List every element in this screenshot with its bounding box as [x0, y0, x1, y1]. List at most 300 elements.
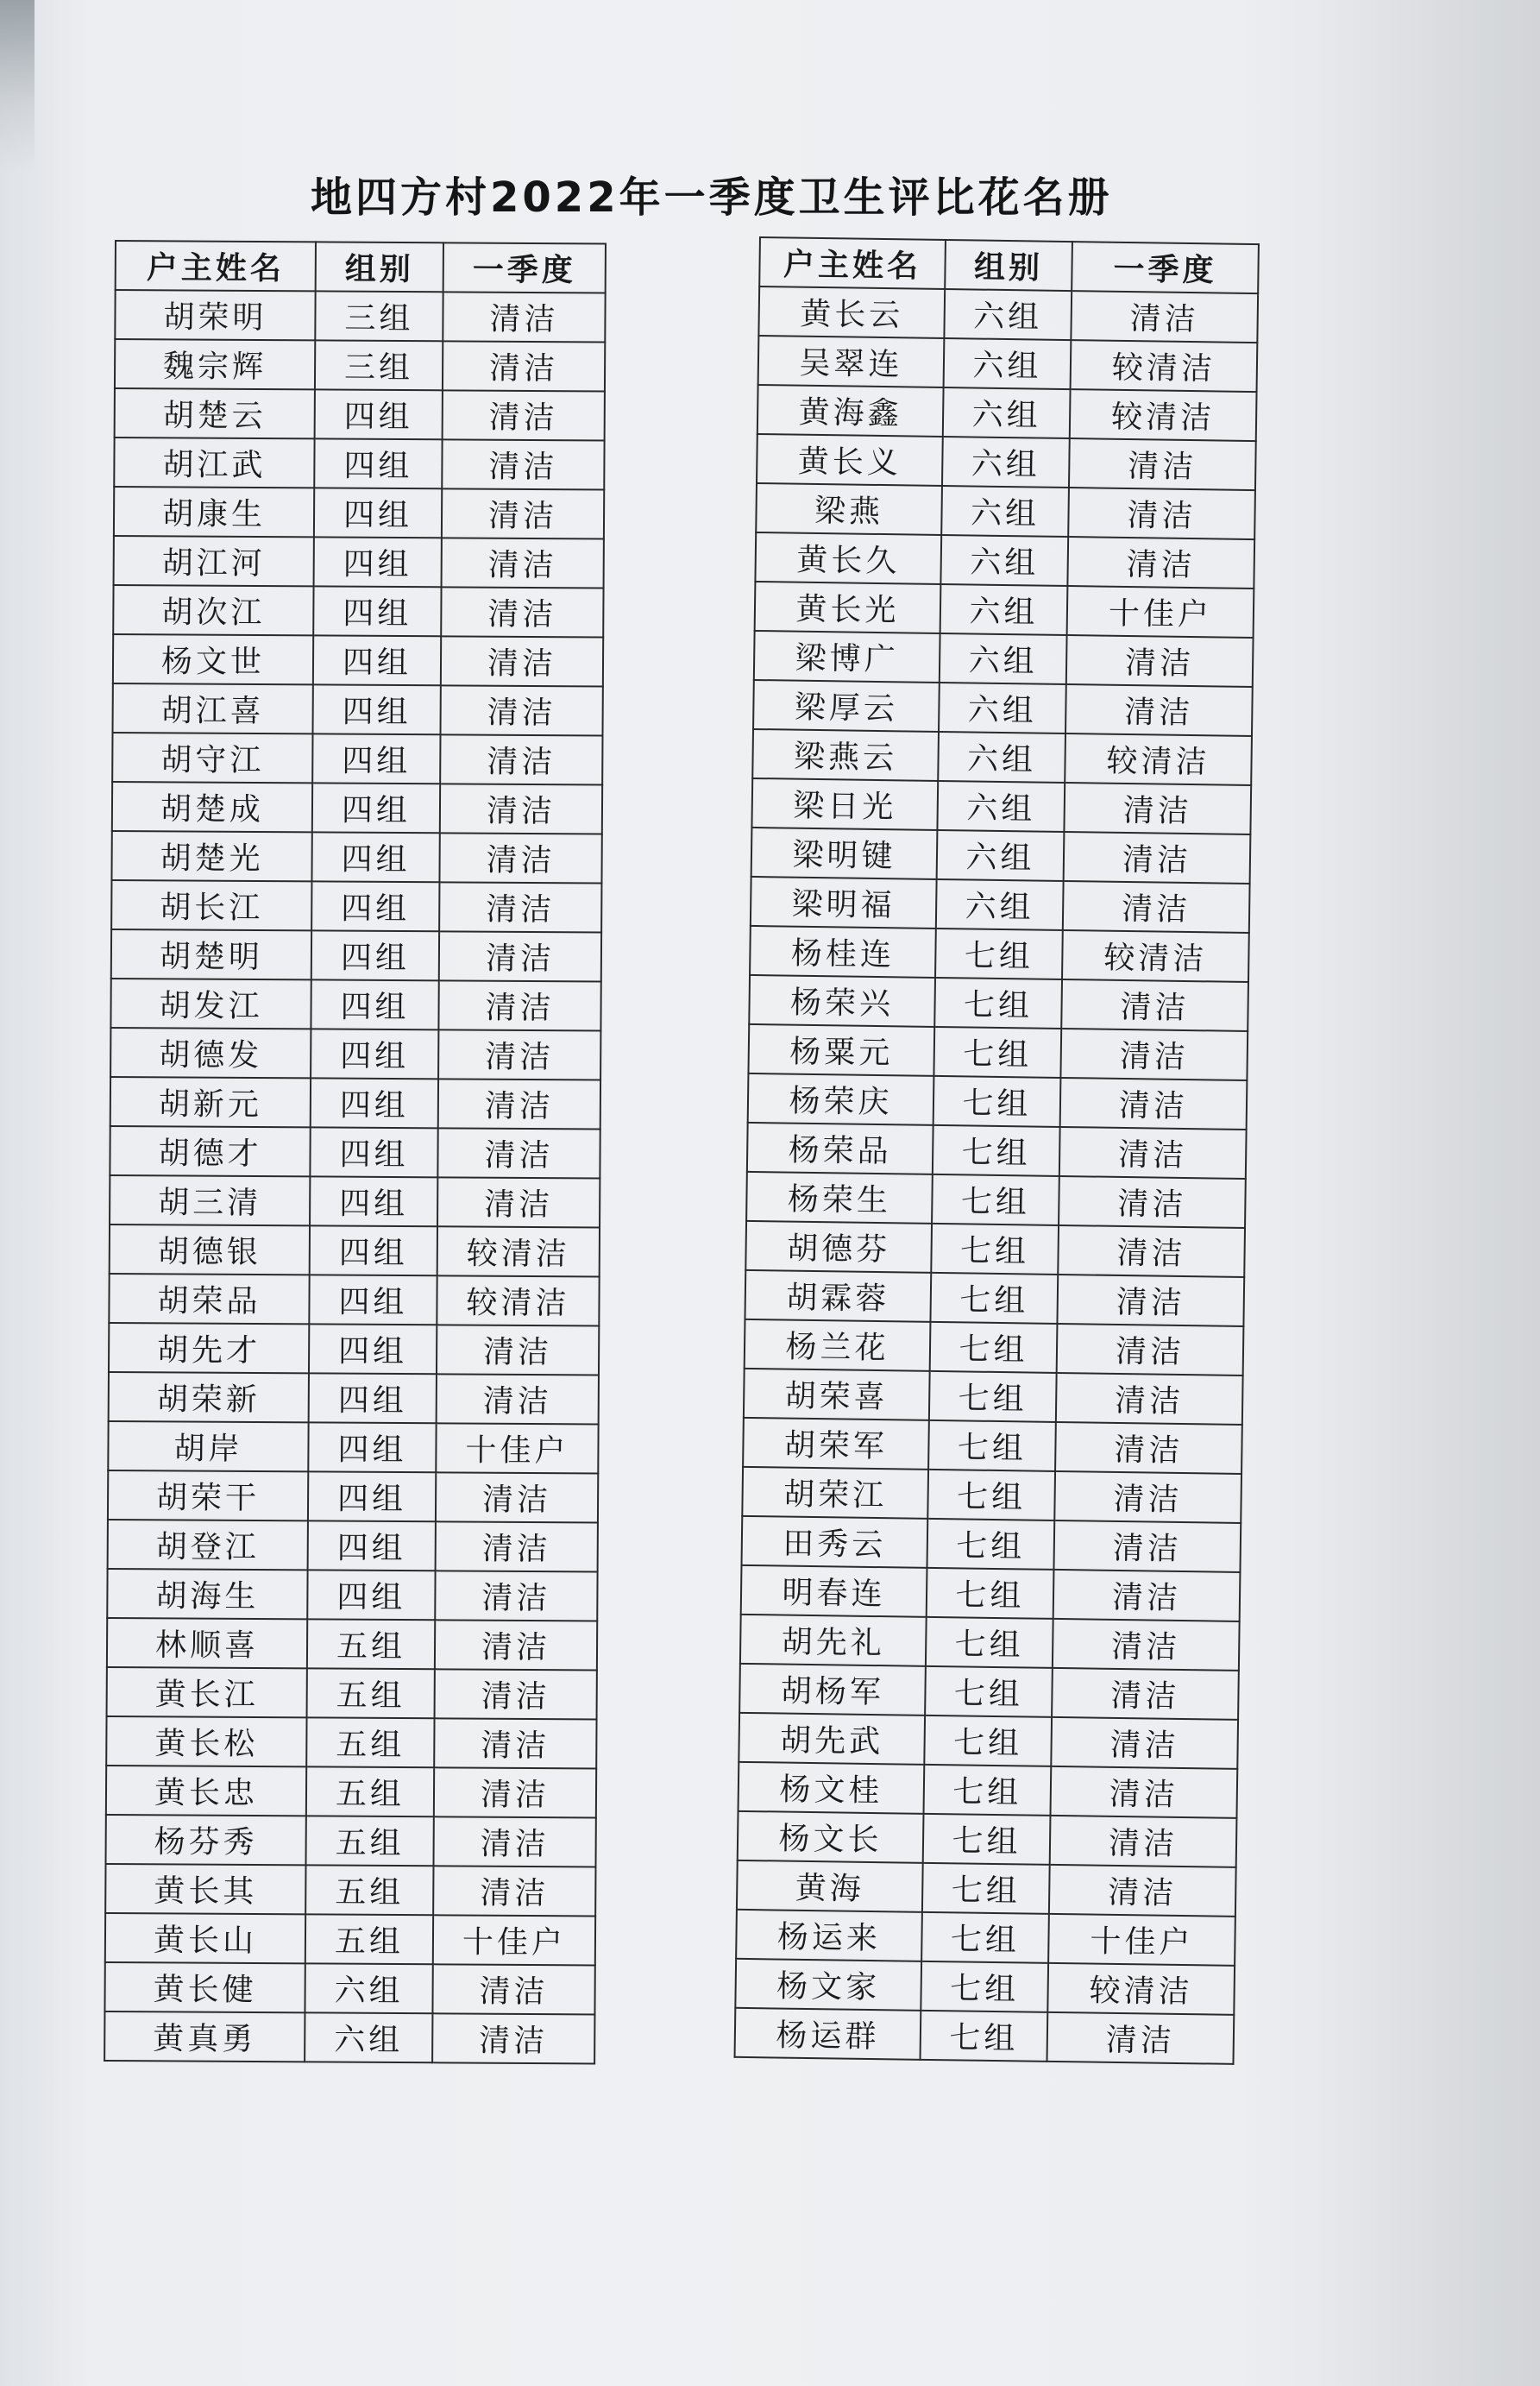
table-row [748, 1073, 1248, 1130]
group-cell: 六组 [305, 1963, 432, 2013]
group-cell: 七组 [925, 1666, 1053, 1717]
table-row [111, 831, 601, 883]
group-cell: 六组 [942, 437, 1070, 488]
table-row [735, 1959, 1235, 2015]
header-householder-name: 户主姓名 [759, 237, 946, 289]
rating-cell: 清洁 [443, 390, 605, 440]
group-cell: 七组 [932, 1174, 1059, 1225]
householder-name-cell: 黄长义 [757, 434, 943, 486]
group-cell: 七组 [934, 978, 1062, 1029]
rating-cell: 较清洁 [1047, 1963, 1235, 2015]
table-row [751, 778, 1251, 834]
householder-name-cell: 胡霖蓉 [745, 1270, 931, 1322]
table-row [114, 536, 604, 588]
rating-cell: 清洁 [438, 1079, 600, 1129]
rating-cell: 清洁 [437, 1128, 600, 1178]
rating-cell: 清洁 [435, 1620, 597, 1670]
householder-name-cell: 黄长江 [107, 1667, 307, 1717]
table-row [108, 1470, 598, 1522]
rating-cell: 清洁 [442, 488, 604, 538]
householder-name-cell: 林顺喜 [107, 1618, 307, 1668]
table-row [737, 1860, 1236, 1917]
table-row [105, 1864, 595, 1916]
table-row [115, 339, 605, 391]
table-row [755, 582, 1254, 638]
group-cell: 七组 [923, 1765, 1051, 1816]
householder-name-cell: 杨文桂 [739, 1762, 925, 1814]
householder-name-cell: 杨芬秀 [106, 1815, 306, 1865]
table-row [115, 290, 605, 342]
householder-name-cell: 黄长其 [105, 1864, 305, 1914]
group-cell: 四组 [314, 488, 442, 538]
rating-cell: 清洁 [1053, 1570, 1241, 1621]
rating-cell: 清洁 [442, 538, 604, 588]
group-cell: 七组 [929, 1371, 1057, 1422]
group-cell: 六组 [937, 830, 1065, 881]
householder-name-cell: 胡荣干 [108, 1470, 308, 1520]
table-row [752, 729, 1252, 785]
rating-cell: 较清洁 [1071, 340, 1258, 392]
group-cell: 七组 [935, 929, 1063, 979]
rating-cell: 较清洁 [437, 1275, 599, 1325]
householder-name-cell: 黄长久 [755, 532, 941, 584]
rating-cell: 清洁 [442, 439, 604, 489]
table-header-row [116, 241, 606, 293]
rating-cell: 清洁 [436, 1472, 598, 1522]
rating-cell: 清洁 [1050, 1816, 1237, 1867]
group-cell: 七组 [930, 1273, 1058, 1324]
group-cell: 五组 [307, 1668, 435, 1718]
table-row [115, 388, 605, 440]
householder-name-cell: 魏宗辉 [115, 339, 315, 389]
rating-cell: 清洁 [1057, 1324, 1244, 1376]
householder-name-cell: 胡江武 [114, 438, 314, 488]
table-row [757, 385, 1257, 441]
householder-name-cell: 杨运来 [736, 1910, 922, 1961]
table-row [112, 782, 602, 834]
group-cell: 四组 [310, 1176, 437, 1226]
rating-cell: 清洁 [1068, 488, 1255, 539]
rating-cell: 清洁 [434, 1718, 596, 1768]
table-row [755, 532, 1254, 589]
householder-name-cell: 杨荣生 [746, 1172, 933, 1224]
rating-cell: 清洁 [438, 980, 600, 1030]
rating-cell: 清洁 [439, 882, 601, 932]
householder-name-cell: 胡岸 [108, 1421, 308, 1471]
rating-cell: 清洁 [1052, 1668, 1239, 1720]
group-cell: 三组 [315, 340, 443, 390]
table-row [110, 1077, 600, 1129]
group-cell: 四组 [315, 389, 443, 439]
householder-name-cell: 胡江河 [114, 536, 314, 586]
rating-cell: 较清洁 [1070, 389, 1257, 441]
group-cell: 六组 [940, 633, 1067, 684]
group-cell: 六组 [938, 732, 1065, 783]
document-title: 地四方村2022年一季度卫生评比花名册 [311, 173, 1113, 222]
group-cell: 五组 [306, 1717, 434, 1767]
group-cell: 四组 [312, 733, 440, 784]
householder-name-cell: 梁厚云 [753, 680, 940, 732]
group-cell: 四组 [309, 1275, 437, 1325]
group-cell: 四组 [313, 586, 441, 636]
group-cell: 四组 [309, 1373, 437, 1423]
group-cell: 五组 [305, 1914, 433, 1964]
householder-name-cell: 杨荣品 [747, 1123, 933, 1174]
table-row [106, 1766, 596, 1817]
householder-name-cell: 胡荣明 [115, 290, 315, 340]
group-cell: 七组 [921, 1961, 1048, 2012]
householder-name-cell: 胡康生 [114, 487, 314, 537]
table-row [104, 2011, 594, 2063]
rating-cell: 清洁 [1060, 1029, 1248, 1080]
householder-name-cell: 胡楚成 [112, 782, 312, 832]
householder-name-cell: 胡楚明 [111, 929, 311, 979]
table-row [754, 631, 1254, 687]
householder-name-cell: 杨荣兴 [749, 975, 935, 1027]
householder-name-cell: 梁明键 [751, 828, 938, 879]
rating-cell: 清洁 [437, 1177, 600, 1227]
householder-name-cell: 胡登江 [108, 1520, 308, 1570]
group-cell: 六组 [941, 486, 1069, 537]
rating-cell: 清洁 [1049, 1865, 1236, 1917]
group-cell: 四组 [310, 1127, 437, 1177]
householder-name-cell: 梁博广 [754, 631, 940, 683]
header-first-quarter: 一季度 [443, 242, 606, 293]
table-row [751, 828, 1251, 884]
rating-cell: 清洁 [432, 2013, 594, 2063]
group-cell: 六组 [940, 535, 1068, 586]
table-row [741, 1565, 1241, 1621]
householder-name-cell: 田秀云 [741, 1516, 927, 1568]
group-cell: 六组 [944, 289, 1072, 340]
group-cell: 四组 [311, 1029, 438, 1079]
table-row [110, 1224, 600, 1276]
table-row [111, 880, 601, 932]
rating-cell: 较清洁 [1062, 930, 1249, 982]
table-row [736, 1910, 1235, 1966]
group-cell: 七组 [922, 1863, 1050, 1914]
group-cell: 七组 [927, 1470, 1055, 1520]
rating-cell: 清洁 [1057, 1275, 1244, 1326]
rating-cell: 清洁 [1059, 1127, 1247, 1179]
rating-cell: 清洁 [1055, 1422, 1242, 1474]
rating-cell: 十佳户 [1067, 586, 1254, 638]
group-cell: 七组 [930, 1322, 1058, 1373]
table-row [740, 1615, 1240, 1671]
table-row [110, 1175, 600, 1227]
rating-cell: 清洁 [1054, 1471, 1241, 1523]
group-cell: 七组 [923, 1814, 1051, 1865]
group-cell: 四组 [314, 537, 442, 587]
householder-name-cell: 黄长松 [106, 1716, 306, 1766]
group-cell: 七组 [933, 1125, 1060, 1176]
table-row [742, 1467, 1241, 1523]
householder-name-cell: 胡海生 [107, 1569, 307, 1619]
group-cell: 七组 [933, 1027, 1061, 1078]
rating-cell: 清洁 [1066, 635, 1254, 687]
householder-name-cell: 胡先礼 [740, 1615, 927, 1666]
table-row [739, 1664, 1239, 1720]
group-cell: 四组 [311, 930, 439, 980]
rating-cell: 清洁 [1047, 2012, 1235, 2064]
householder-name-cell: 杨桂连 [750, 926, 936, 978]
householder-name-cell: 胡荣品 [109, 1274, 309, 1324]
rating-cell: 较清洁 [437, 1226, 600, 1276]
group-cell: 四组 [309, 1324, 437, 1374]
householder-name-cell: 胡楚云 [115, 388, 315, 438]
page-edge-shadow [0, 0, 35, 173]
table-row [745, 1319, 1244, 1376]
householder-name-cell: 杨文长 [738, 1811, 924, 1863]
householder-name-cell: 杨文世 [113, 634, 313, 684]
rating-cell: 十佳户 [1048, 1914, 1235, 1966]
householder-name-cell: 胡长江 [111, 880, 311, 930]
householder-name-cell: 胡荣喜 [744, 1369, 930, 1420]
table-row [112, 733, 602, 784]
table-row [750, 926, 1249, 982]
group-cell: 四组 [308, 1422, 436, 1472]
rating-cell: 清洁 [432, 1964, 594, 2014]
group-cell: 四组 [313, 635, 441, 685]
householder-name-cell: 黄长忠 [106, 1766, 306, 1816]
rating-cell: 十佳户 [433, 1915, 595, 1965]
table-row [109, 1323, 599, 1375]
group-cell: 四组 [308, 1520, 436, 1571]
householder-name-cell: 黄真勇 [104, 2011, 305, 2062]
group-cell: 七组 [931, 1224, 1059, 1275]
householder-name-cell: 吴翠连 [758, 336, 945, 387]
rating-cell: 清洁 [437, 1374, 599, 1424]
group-cell: 四组 [312, 783, 440, 833]
rating-cell: 十佳户 [436, 1423, 598, 1473]
householder-name-cell: 胡发江 [110, 979, 311, 1029]
rating-cell: 清洁 [1065, 684, 1253, 736]
rating-cell: 清洁 [441, 636, 603, 686]
table-row [114, 487, 604, 538]
group-cell: 七组 [921, 1912, 1049, 1963]
rating-cell: 清洁 [1064, 783, 1251, 834]
rating-cell: 清洁 [443, 341, 605, 391]
group-cell: 五组 [307, 1619, 435, 1669]
rating-cell: 清洁 [433, 1866, 595, 1916]
rating-cell: 清洁 [439, 931, 601, 981]
rating-cell: 清洁 [435, 1571, 597, 1621]
householder-name-cell: 胡守江 [112, 733, 312, 783]
householder-name-cell: 杨粟元 [748, 1024, 934, 1076]
table-row [110, 1028, 600, 1080]
rating-cell: 清洁 [440, 734, 602, 784]
table-row [105, 1913, 595, 1965]
rating-cell: 清洁 [1053, 1619, 1240, 1671]
rating-cell: 清洁 [1071, 291, 1258, 343]
group-cell: 七组 [921, 2011, 1048, 2062]
table-row [106, 1716, 596, 1768]
table-row [107, 1569, 597, 1621]
table-row [741, 1516, 1241, 1572]
householder-name-cell: 胡荣江 [742, 1467, 928, 1519]
rating-cell: 清洁 [1056, 1373, 1243, 1425]
rating-cell: 较清洁 [1065, 733, 1252, 785]
table-row [758, 336, 1258, 392]
table-row [747, 1123, 1247, 1179]
rating-cell: 清洁 [435, 1669, 597, 1719]
table-row [746, 1172, 1246, 1228]
table-row [758, 286, 1258, 343]
householder-name-cell: 胡荣军 [743, 1418, 929, 1470]
table-row [751, 877, 1250, 933]
group-cell: 七组 [924, 1716, 1052, 1766]
table-row [744, 1369, 1243, 1425]
header-group: 组别 [945, 240, 1072, 291]
group-cell: 六组 [937, 781, 1065, 832]
table-row [749, 975, 1248, 1031]
householder-name-cell: 梁日光 [751, 778, 938, 830]
group-cell: 七组 [926, 1617, 1053, 1668]
table-row [739, 1762, 1238, 1818]
group-cell: 四组 [311, 881, 439, 931]
group-cell: 七组 [927, 1519, 1054, 1570]
rating-cell: 清洁 [436, 1521, 598, 1571]
householder-name-cell: 明春连 [741, 1565, 927, 1617]
householder-name-cell: 胡三清 [110, 1175, 310, 1225]
householder-name-cell: 梁燕云 [752, 729, 939, 781]
page-right-shade [1316, 0, 1540, 2386]
table-row [748, 1024, 1248, 1080]
rating-cell: 清洁 [441, 685, 603, 735]
header-first-quarter: 一季度 [1072, 242, 1259, 293]
rating-cell: 清洁 [437, 1325, 599, 1375]
table-row [735, 2008, 1235, 2064]
group-cell: 六组 [944, 338, 1072, 389]
group-cell: 五组 [306, 1766, 434, 1816]
householder-name-cell: 胡先才 [109, 1323, 309, 1373]
householder-name-cell: 黄长健 [104, 1962, 305, 2012]
householder-name-cell: 胡次江 [113, 585, 313, 635]
table-row [108, 1520, 598, 1571]
householder-name-cell: 胡先武 [739, 1713, 925, 1765]
table-row [110, 1126, 600, 1178]
roster-table-right [734, 236, 1260, 2065]
householder-name-cell: 胡新元 [110, 1077, 311, 1127]
group-cell: 六组 [943, 387, 1071, 438]
rating-cell: 清洁 [443, 292, 605, 342]
group-cell: 六组 [305, 2012, 432, 2062]
table-row [739, 1713, 1238, 1769]
householder-name-cell: 胡荣新 [109, 1372, 309, 1422]
table-row [113, 585, 603, 637]
rating-cell: 清洁 [1064, 832, 1251, 884]
rating-cell: 清洁 [1059, 1176, 1246, 1228]
householder-name-cell: 梁明福 [751, 877, 937, 929]
group-cell: 四组 [307, 1570, 435, 1620]
rating-cell: 清洁 [438, 1029, 600, 1080]
group-cell: 四组 [311, 832, 439, 882]
rating-cell: 清洁 [1053, 1520, 1241, 1572]
householder-name-cell: 胡楚光 [111, 831, 311, 881]
table-row [738, 1811, 1237, 1867]
group-cell: 三组 [315, 291, 443, 341]
table-row [753, 680, 1253, 736]
group-cell: 六组 [940, 584, 1068, 635]
rating-cell: 清洁 [1050, 1766, 1237, 1818]
table-row [107, 1618, 597, 1670]
householder-name-cell: 黄海鑫 [757, 385, 944, 437]
householder-name-cell: 杨运群 [735, 2008, 921, 2060]
table-row [743, 1418, 1242, 1474]
table-row [109, 1274, 599, 1325]
rating-cell: 清洁 [1060, 1078, 1248, 1130]
table-row [111, 929, 601, 981]
group-cell: 四组 [314, 438, 442, 488]
rating-cell: 清洁 [440, 784, 602, 834]
rating-cell: 清洁 [441, 587, 603, 637]
householder-name-cell: 黄海 [737, 1860, 923, 1912]
householder-name-cell: 黄长云 [758, 286, 945, 338]
group-cell: 七组 [927, 1568, 1054, 1619]
group-cell: 四组 [311, 979, 438, 1029]
rating-cell: 清洁 [434, 1767, 596, 1817]
group-cell: 四组 [313, 684, 441, 734]
table-row [108, 1421, 598, 1473]
householder-name-cell: 胡江喜 [113, 683, 313, 733]
header-householder-name: 户主姓名 [116, 241, 316, 291]
table-row [107, 1667, 597, 1719]
householder-name-cell: 杨兰花 [745, 1319, 931, 1371]
householder-name-cell: 胡杨军 [739, 1664, 926, 1716]
table-row [113, 634, 603, 686]
group-cell: 七组 [928, 1420, 1056, 1471]
householder-name-cell: 胡德芬 [745, 1221, 932, 1273]
roster-table-left [104, 240, 607, 2064]
table-row [745, 1270, 1244, 1326]
table-row [745, 1221, 1245, 1277]
group-cell: 六组 [936, 879, 1064, 930]
table-row [756, 483, 1255, 539]
group-cell: 四组 [310, 1225, 437, 1275]
group-cell: 五组 [305, 1816, 433, 1866]
group-cell: 四组 [311, 1078, 438, 1128]
table-row [109, 1372, 599, 1424]
table-row [757, 434, 1256, 490]
householder-name-cell: 杨荣庆 [748, 1073, 934, 1125]
householder-name-cell: 胡德发 [110, 1028, 311, 1078]
householder-name-cell: 胡德银 [110, 1224, 310, 1275]
rating-cell: 清洁 [1069, 438, 1256, 490]
table-row [113, 683, 603, 735]
rating-cell: 清洁 [1051, 1717, 1238, 1769]
rating-cell: 清洁 [439, 833, 601, 883]
table-header-row [759, 237, 1259, 293]
table-row [114, 438, 604, 489]
householder-name-cell: 黄长光 [755, 582, 941, 633]
rating-cell: 清洁 [1067, 537, 1254, 589]
rating-cell: 清洁 [1063, 881, 1250, 933]
householder-name-cell: 梁燕 [756, 483, 942, 535]
rating-cell: 清洁 [1061, 979, 1248, 1031]
table-row [110, 979, 600, 1030]
header-group: 组别 [316, 242, 443, 292]
table-row [106, 1815, 596, 1867]
group-cell: 五组 [305, 1865, 433, 1915]
group-cell: 六组 [939, 683, 1066, 733]
table-row [104, 1962, 594, 2014]
householder-name-cell: 杨文家 [735, 1959, 921, 2011]
householder-name-cell: 胡德才 [110, 1126, 310, 1176]
rating-cell: 清洁 [1058, 1225, 1245, 1277]
group-cell: 七组 [933, 1076, 1061, 1127]
rating-cell: 清洁 [433, 1816, 595, 1867]
householder-name-cell: 黄长山 [105, 1913, 305, 1963]
